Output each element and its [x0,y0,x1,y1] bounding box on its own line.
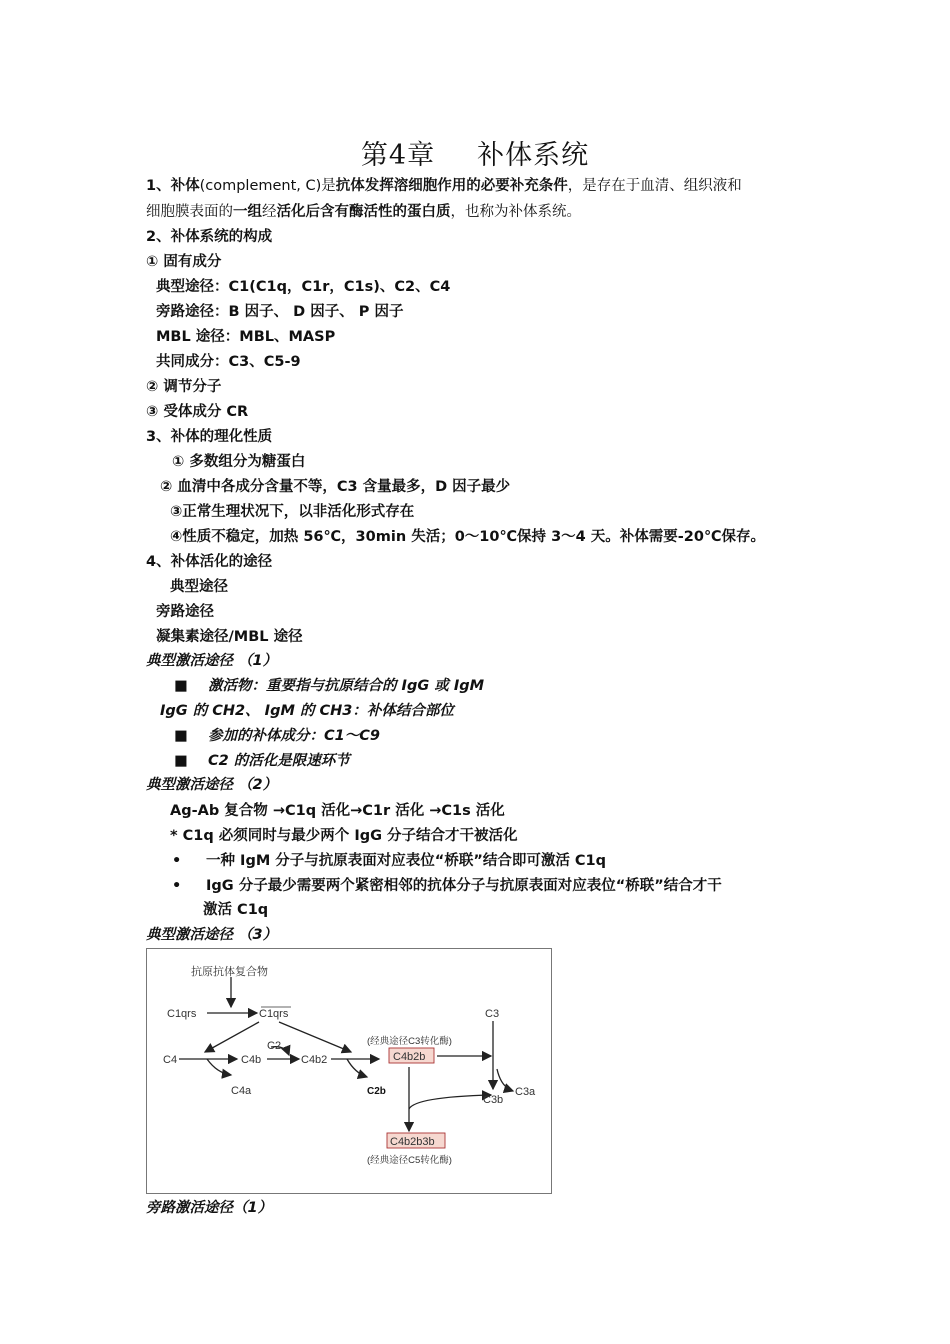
section2-heading: 2、补体系统的构成 [146,229,273,245]
label-c1qrs: C1qrs [167,1008,197,1020]
property-1: ① 多数组分为糖蛋白 [172,454,306,470]
label-c4b2b3b: C4b2b3b [390,1136,435,1148]
item-text: 参加的补体成分：C1～C9 [208,728,380,744]
section-number: 1、 [146,178,171,194]
activation-chain: Ag-Ab 复合物 →C1q 活化→C1r 活化 →C1s 活化 [170,803,505,819]
dot-bullet-icon: • [172,853,182,869]
route-alternative: 旁路途径 [156,604,214,620]
definition-part2: 活化后含有酶活性的蛋白质 [276,204,451,220]
bullet-text: 一种 IgM 分子与抗原表面对应表位“桥联”结合即可激活 C1q [206,853,607,869]
bullet-text: IgG 分子最少需要两个紧密相邻的抗体分子与抗原表面对应表位“桥联”结合才干 [206,878,722,894]
label-c4b2: C4b2 [301,1054,328,1066]
text-continuation2b: ，也称为补体系统。 [450,204,581,220]
classical-pathway-diagram [146,948,552,1194]
component-common: 共同成分：C3、C5-9 [156,354,301,370]
text-continuation2a: 细胞膜表面的 [146,204,233,220]
item-text: 激活物：重要指与抗原结合的 IgG 或 IgM [208,678,485,694]
classical1-item2: IgG 的 CH2、 IgM 的 CH3：补体结合部位 [160,703,454,719]
bullet-igg-cont: 激活 C1q [203,902,269,918]
label-c3a: C3a [515,1086,536,1098]
section2-item2: ② 调节分子 [146,379,222,395]
component-mbl: MBL 途径：MBL、MASP [156,329,336,345]
label-c2b: C2b [367,1086,386,1097]
component-classical: 典型途径：C1(C1q，C1r，C1s)、C2、C4 [156,279,451,295]
classical3-heading: 典型激活途径 （3） [146,927,278,943]
label-c3-convertase: (经典途径C3转化酶) [367,1036,452,1047]
term-english: (complement, C) [199,178,322,194]
item-text: C2 的活化是限速环节 [208,753,350,769]
property-2: ② 血清中各成分含量不等，C3 含量最多，D 因子最少 [160,479,511,495]
square-bullet-icon: ■ [174,728,188,744]
section4-heading: 4、补体活化的途径 [146,554,273,570]
square-bullet-icon: ■ [174,753,188,769]
label-c3: C3 [485,1008,500,1020]
component-alternative: 旁路途径：B 因子、 D 因子、 P 因子 [156,304,404,320]
square-bullet-icon: ■ [174,678,188,694]
term-complement: 补体 [170,178,200,194]
label-complex: 抗原抗体复合物 [191,966,268,978]
section2-item1: ① 固有成分 [146,254,222,270]
page-title [0,133,950,172]
activation-note: * C1q 必须同时与最少两个 IgG 分子结合才干被活化 [170,828,518,844]
definition-part1: 抗体发挥溶细胞作用的必要补充条件 [335,178,568,194]
label-c1qrs-active: C1qrs [259,1008,289,1020]
classical2-heading: 典型激活途径 （2） [146,777,278,793]
property-4: ④性质不稳定，加热 56℃，30min 失活；0～10℃保持 3～4 天。补体需要-20℃保存。 [170,529,766,545]
bullet-igg [172,876,722,896]
label-c3b: C3b [483,1094,504,1106]
dot-bullet-icon: • [172,878,182,894]
section2-item3: ③ 受体成分 CR [146,404,249,420]
text-is: 是 [321,178,336,194]
route-mbl: 凝集素途径/MBL 途径 [156,629,303,645]
label-c4: C4 [163,1054,178,1066]
classical1-item1 [174,676,484,696]
label-c5-convertase: (经典途径C5转化酶) [367,1155,452,1166]
bullet-igm [172,851,606,871]
classical1-heading: 典型激活途径 （1） [146,653,278,669]
chapter-topic: 补体系统 [477,140,590,171]
property-3: ③正常生理状况下，以非活化形式存在 [170,504,415,520]
section1-line1 [146,176,742,196]
label-c4b2b: C4b2b [393,1051,426,1063]
text-continuation1: ，是存在于血清、组织液和 [567,178,742,194]
section3-heading: 3、补体的理化性质 [146,429,273,445]
route-classical: 典型途径 [170,579,228,595]
label-c4a: C4a [231,1085,252,1097]
text-jing: 经 [262,204,277,220]
classical1-item3 [174,726,380,746]
chapter-number: 第4章 [360,140,436,171]
label-c2: C2 [267,1040,282,1052]
text-group: 一组 [233,204,262,220]
alternative1-heading: 旁路激活途径（1） [146,1200,273,1216]
label-c4b: C4b [241,1054,262,1066]
classical1-item4 [174,751,350,771]
section1-line2 [146,202,581,222]
